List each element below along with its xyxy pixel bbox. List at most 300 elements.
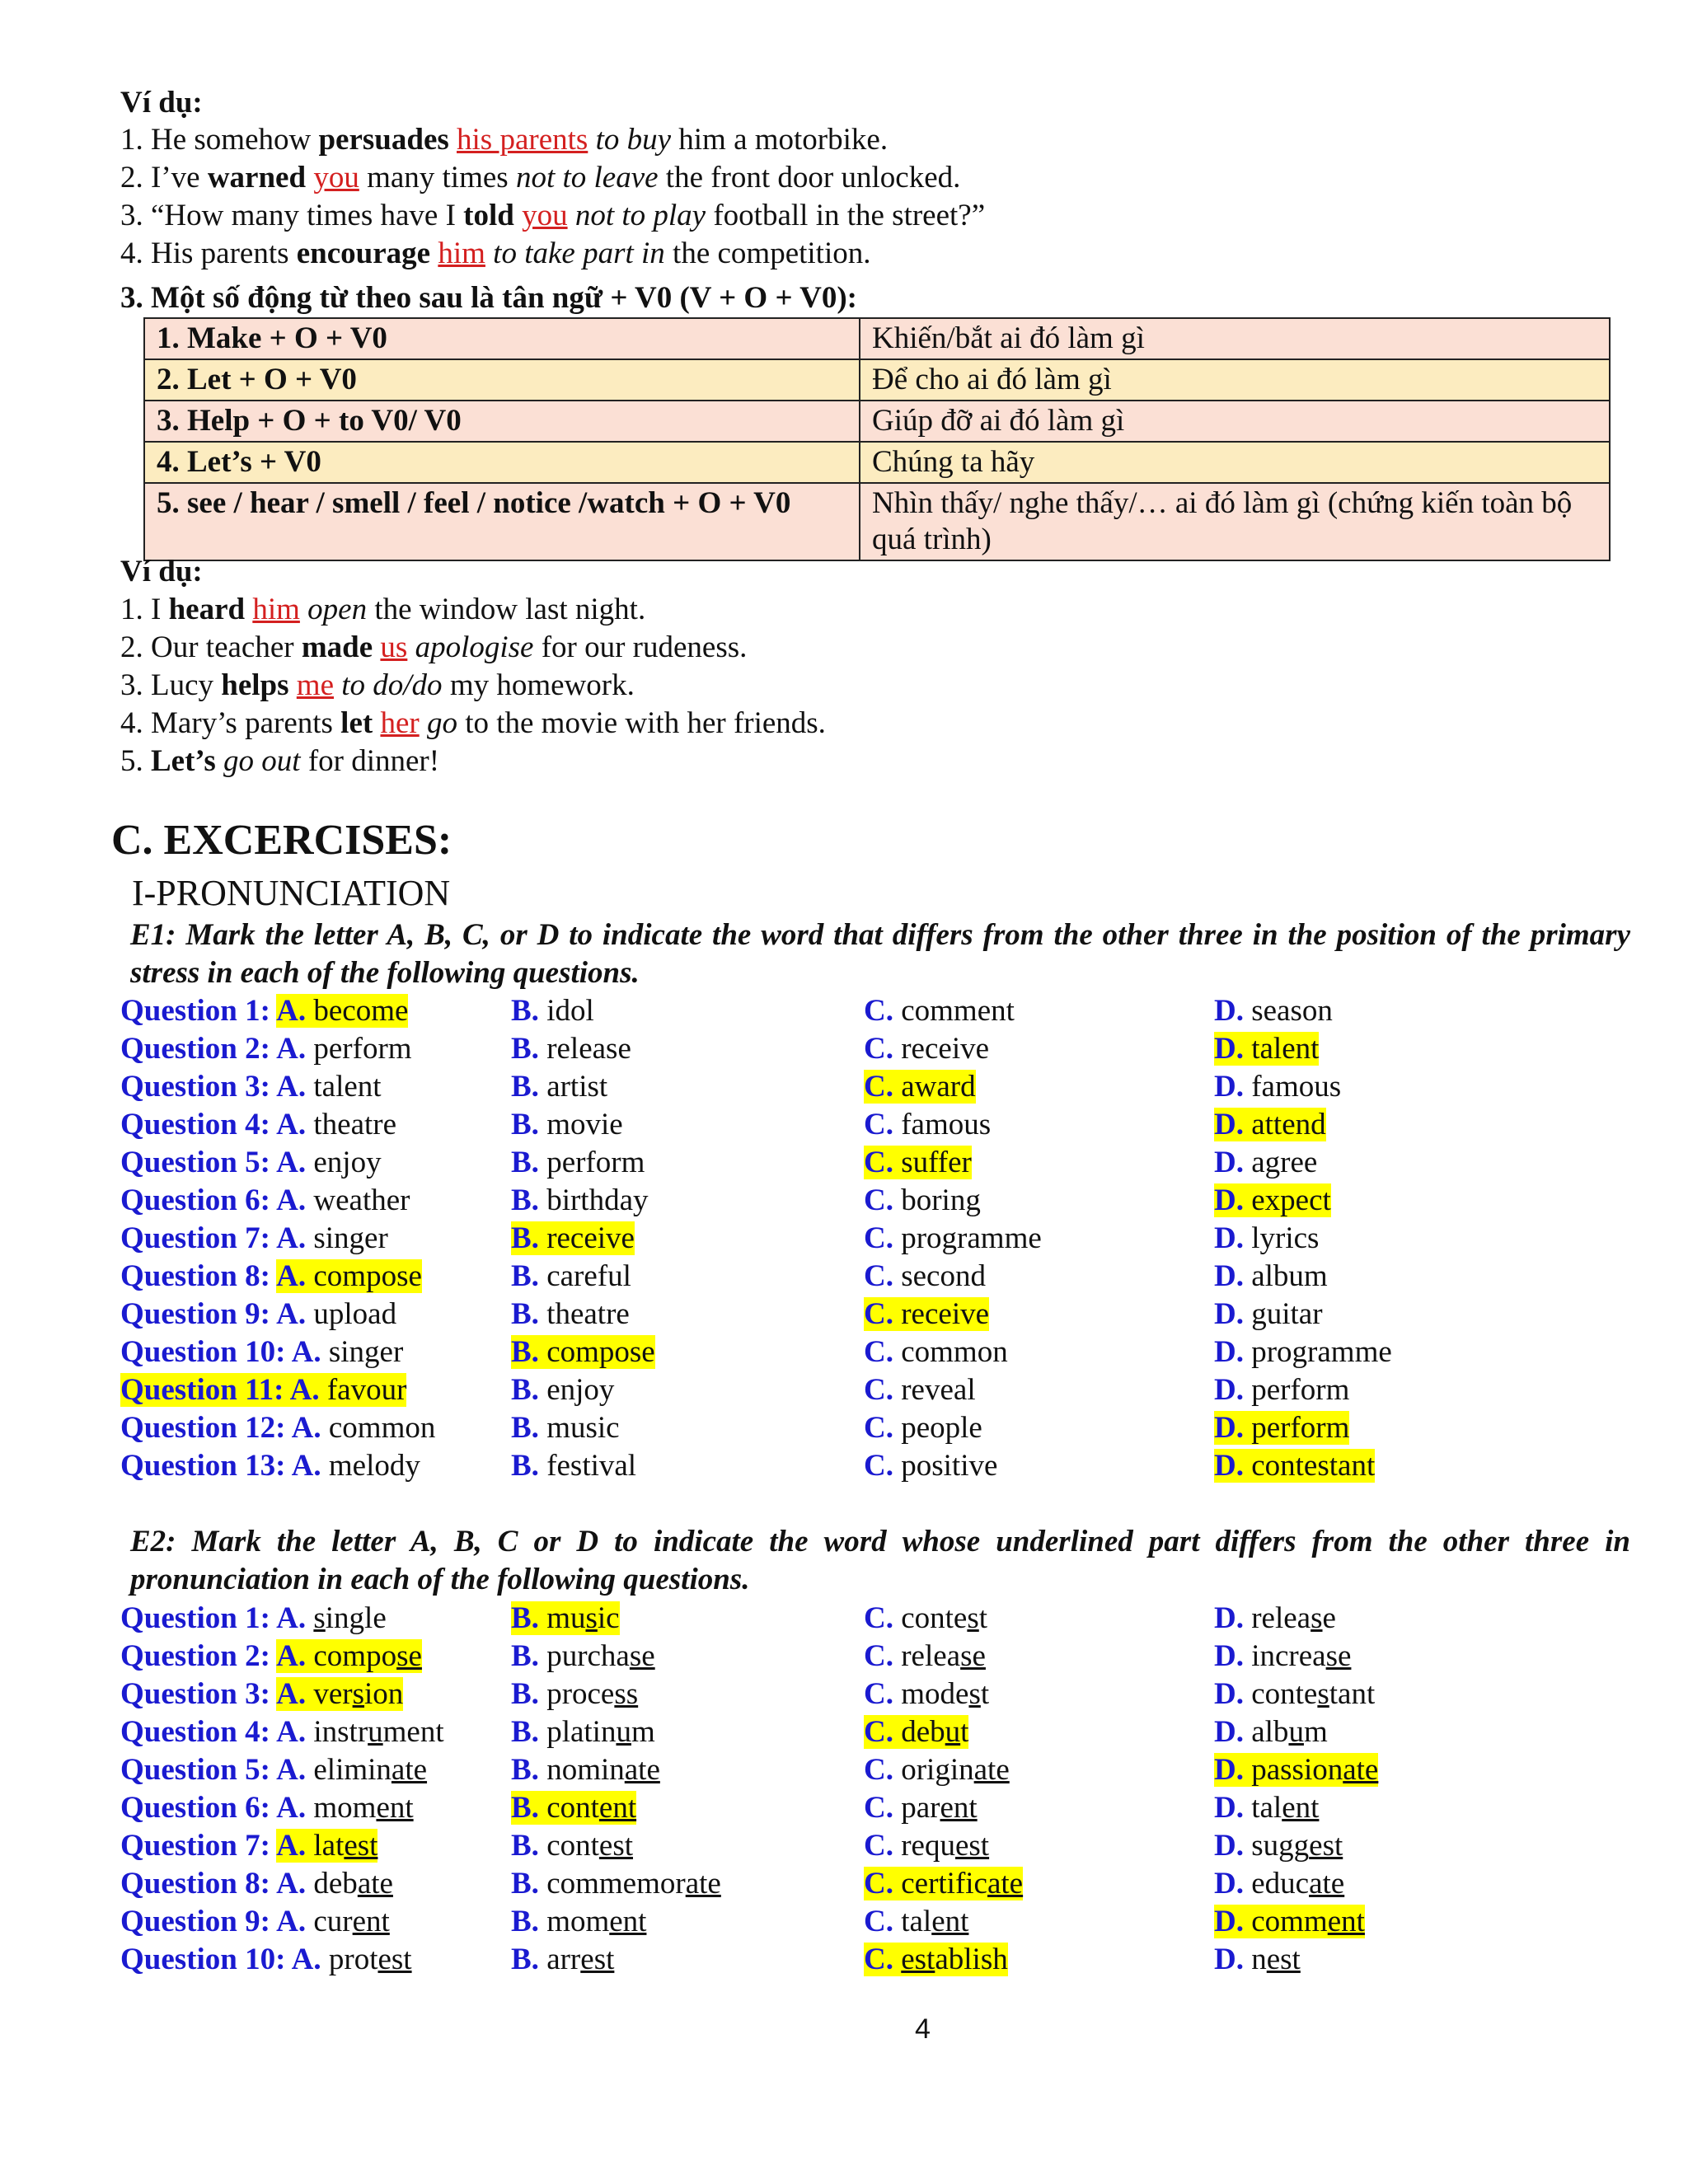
option-a xyxy=(120,1447,420,1485)
option-word: lyrics xyxy=(1251,1221,1320,1255)
option-a xyxy=(120,1903,390,1941)
table-row xyxy=(144,442,1610,483)
underlined-part: ent xyxy=(352,1905,390,1938)
option-b xyxy=(511,1106,623,1144)
underlined-part: est xyxy=(954,1829,990,1863)
option-body xyxy=(511,1146,645,1179)
option-letter: C. xyxy=(864,1905,902,1938)
option-word: famous xyxy=(1251,1070,1342,1104)
word-part: mom xyxy=(546,1905,610,1938)
question-row xyxy=(120,1106,1653,1144)
option-body xyxy=(511,1943,614,1976)
option-letter: B. xyxy=(511,1677,547,1711)
word-part: deb xyxy=(901,1715,945,1749)
question-row xyxy=(120,1296,1653,1333)
word-part: mom xyxy=(313,1791,377,1825)
word-part: ment xyxy=(382,1715,444,1749)
word-part: m xyxy=(1303,1715,1328,1749)
option-body xyxy=(1214,994,1333,1028)
option-letter: A. xyxy=(276,1753,314,1787)
option-body xyxy=(276,1905,390,1938)
option-letter: B. xyxy=(511,1070,547,1104)
option-body xyxy=(511,1070,607,1104)
underlined-part: est xyxy=(580,1943,615,1976)
word-part: cur xyxy=(313,1905,353,1938)
word-part: instr xyxy=(313,1715,368,1749)
option-letter: A. xyxy=(291,1449,329,1483)
word-part: passion xyxy=(1251,1753,1343,1787)
sentence-text xyxy=(245,593,252,626)
question-label: Question 2: xyxy=(120,1639,277,1673)
option-letter: D. xyxy=(1214,1715,1252,1749)
underlined-part: ent xyxy=(1327,1905,1365,1938)
option-d xyxy=(1214,1409,1349,1447)
answer-highlight xyxy=(511,1221,635,1255)
underlined-part: est xyxy=(598,1829,633,1863)
option-word: perform xyxy=(1251,1411,1350,1445)
option-word: singer xyxy=(328,1335,404,1369)
option-letter: D. xyxy=(1214,1221,1252,1255)
option-d xyxy=(1214,1220,1319,1258)
question-row xyxy=(120,1751,1653,1789)
sentence-text xyxy=(300,593,307,626)
option-b xyxy=(511,1030,631,1068)
underlined-part: se xyxy=(396,1639,422,1673)
option-letter: B. xyxy=(511,1829,547,1863)
option-a xyxy=(120,1409,435,1447)
option-body xyxy=(864,1829,989,1863)
option-word: enjoy xyxy=(546,1373,615,1407)
option-letter: D. xyxy=(1214,1867,1252,1900)
option-letter: C. xyxy=(864,1829,902,1863)
option-letter: A. xyxy=(276,1297,314,1331)
sentence-text: 1. I xyxy=(120,593,169,626)
sentence-text: many times xyxy=(359,161,516,194)
underlined-part: ate xyxy=(973,1753,1010,1787)
option-body xyxy=(276,1867,393,1900)
option-d xyxy=(1214,1068,1341,1106)
option-body xyxy=(276,1070,381,1104)
option-b xyxy=(511,1941,614,1979)
option-word: become xyxy=(313,994,409,1028)
word-part: tal xyxy=(901,1905,932,1938)
word-part: ion xyxy=(364,1677,404,1711)
option-a xyxy=(120,1600,387,1638)
answer-highlight xyxy=(1214,1108,1326,1141)
option-c xyxy=(864,1258,986,1296)
answer-highlight xyxy=(511,1335,655,1369)
answer-highlight xyxy=(276,994,408,1028)
option-a xyxy=(120,1789,414,1827)
option-word: programme xyxy=(1251,1335,1392,1369)
option-d xyxy=(1214,1106,1326,1144)
option-d xyxy=(1214,992,1333,1030)
question-row xyxy=(120,1371,1653,1409)
underlined-part: ate xyxy=(357,1867,393,1900)
underlined-part: ate xyxy=(1343,1753,1379,1787)
question-row xyxy=(120,1220,1653,1258)
option-word: theatre xyxy=(546,1297,630,1331)
option-word: theatre xyxy=(313,1108,397,1141)
option-letter: D. xyxy=(1214,1905,1252,1938)
option-letter: A. xyxy=(291,1411,329,1445)
option-body xyxy=(864,1753,1010,1787)
question-row xyxy=(120,1638,1653,1675)
option-word: agree xyxy=(1251,1146,1318,1179)
word-part: proce xyxy=(546,1677,615,1711)
underlined-part: s xyxy=(313,1601,326,1635)
option-body xyxy=(511,1108,623,1141)
option-body xyxy=(511,1373,614,1407)
word-part: t xyxy=(960,1715,969,1749)
word-part: ablish xyxy=(935,1943,1008,1976)
word-part: relea xyxy=(1251,1601,1311,1635)
verb-text: let xyxy=(340,706,373,740)
option-body xyxy=(864,1335,1008,1369)
option-letter: C. xyxy=(864,1373,902,1407)
answer-highlight xyxy=(1214,1183,1331,1217)
option-letter: A. xyxy=(276,1715,314,1749)
option-word: contestant xyxy=(1251,1449,1376,1483)
question-label: Question 6: xyxy=(120,1183,277,1217)
verb-text: warned xyxy=(207,161,307,194)
question-label: Question 9: xyxy=(120,1297,277,1331)
infinitive-text: not to leave xyxy=(515,161,659,194)
option-letter: B. xyxy=(511,1032,547,1066)
meaning-cell: Để cho ai đó làm gì xyxy=(860,359,1610,401)
sentence-text: 5. xyxy=(120,744,151,778)
table-row xyxy=(144,401,1610,442)
option-letter: C. xyxy=(864,1449,902,1483)
question-label: Question 10: xyxy=(120,1943,292,1976)
underlined-part: u xyxy=(945,1715,961,1749)
option-body xyxy=(864,994,1015,1028)
example-1-line xyxy=(120,122,888,158)
option-c xyxy=(864,1600,987,1638)
option-letter: D. xyxy=(1214,1335,1252,1369)
section-3-heading: 3. Một số động từ theo sau là tân ngữ + V0 (V + O + V0): xyxy=(120,281,857,315)
option-letter: C. xyxy=(864,1639,902,1673)
word-part: elimin xyxy=(313,1753,392,1787)
option-d xyxy=(1214,1789,1319,1827)
underlined-part: ate xyxy=(624,1753,660,1787)
question-row xyxy=(120,1182,1653,1220)
option-d xyxy=(1214,1144,1317,1182)
word-part: alb xyxy=(1251,1715,1289,1749)
option-letter: A. xyxy=(276,1032,314,1066)
answer-highlight xyxy=(864,1146,972,1179)
question-row xyxy=(120,1713,1653,1751)
option-body xyxy=(511,994,594,1028)
option-letter: C. xyxy=(864,1867,902,1900)
option-word: receive xyxy=(546,1221,635,1255)
option-letter: B. xyxy=(511,1411,547,1445)
option-word: festival xyxy=(546,1449,637,1483)
option-word: expect xyxy=(1251,1183,1331,1217)
word-part: m xyxy=(631,1715,655,1749)
word-part: prot xyxy=(328,1943,378,1976)
underlined-part: se xyxy=(960,1639,986,1673)
option-body xyxy=(511,1677,638,1711)
option-body xyxy=(1214,1715,1328,1749)
question-label: Question 12: xyxy=(120,1411,292,1445)
option-c xyxy=(864,1182,981,1220)
word-part: commemor xyxy=(546,1867,686,1900)
option-word: birthday xyxy=(546,1183,649,1217)
answer-highlight xyxy=(1214,1905,1365,1938)
option-body xyxy=(1214,1639,1351,1673)
option-letter: A. xyxy=(276,1905,314,1938)
example-1-line xyxy=(120,198,985,234)
underlined-part: est xyxy=(901,1943,935,1976)
option-a xyxy=(120,1941,412,1979)
answer-highlight xyxy=(864,1867,1023,1900)
answer-highlight xyxy=(1214,1753,1378,1787)
option-letter: D. xyxy=(1214,1601,1252,1635)
option-letter: C. xyxy=(864,1183,902,1217)
option-b xyxy=(511,1409,620,1447)
pattern-cell: 1. Make + O + V0 xyxy=(144,318,860,359)
option-body xyxy=(511,1297,630,1331)
option-word: programme xyxy=(901,1221,1042,1255)
option-word: boring xyxy=(901,1183,981,1217)
word-part: relea xyxy=(901,1639,961,1673)
sentence-text: my homework. xyxy=(442,668,635,702)
underlined-part: ent xyxy=(376,1791,414,1825)
option-body xyxy=(864,1791,978,1825)
sentence-text xyxy=(216,744,223,778)
option-c xyxy=(864,1827,989,1865)
option-letter: B. xyxy=(511,1108,547,1141)
infinitive-text: to buy xyxy=(595,123,672,157)
question-row xyxy=(120,1600,1653,1638)
option-letter: D. xyxy=(1214,1639,1252,1673)
option-letter: A. xyxy=(276,1070,314,1104)
option-word: favour xyxy=(326,1373,407,1407)
option-body xyxy=(511,1449,636,1483)
option-word: compose xyxy=(546,1335,655,1369)
question-row xyxy=(120,1068,1653,1106)
question-row xyxy=(120,1903,1653,1941)
option-c xyxy=(864,1903,968,1941)
option-word: people xyxy=(901,1411,982,1445)
sentence-text: the front door unlocked. xyxy=(658,161,961,194)
option-b xyxy=(511,1447,636,1485)
option-c xyxy=(864,1409,982,1447)
word-part: arr xyxy=(546,1943,581,1976)
option-word: enjoy xyxy=(313,1146,382,1179)
underlined-part: s xyxy=(967,1601,979,1635)
option-word: album xyxy=(1251,1259,1328,1293)
verb-text: persuades xyxy=(318,123,449,157)
answer-highlight xyxy=(864,1943,1008,1976)
option-letter: B. xyxy=(511,1791,547,1825)
option-word: perform xyxy=(313,1032,412,1066)
option-a xyxy=(120,1713,444,1751)
option-body xyxy=(864,1259,986,1293)
word-part: ic xyxy=(597,1601,620,1635)
option-letter: B. xyxy=(511,1867,547,1900)
object-text: me xyxy=(296,668,334,702)
verb-text: encourage xyxy=(296,237,431,270)
word-part: requ xyxy=(901,1829,955,1863)
question-row xyxy=(120,1030,1653,1068)
underlined-part: ent xyxy=(1282,1791,1320,1825)
infinitive-text: to take part in xyxy=(493,237,665,270)
option-word: season xyxy=(1251,994,1333,1028)
option-body xyxy=(276,1108,396,1141)
option-word: perform xyxy=(1251,1373,1350,1407)
sentence-text: for our rudeness. xyxy=(533,630,748,664)
word-part: lat xyxy=(313,1829,345,1863)
option-c xyxy=(864,1068,976,1106)
underlined-part: s xyxy=(1311,1601,1323,1635)
option-word: attend xyxy=(1251,1108,1326,1141)
answer-highlight xyxy=(276,1259,422,1293)
option-b xyxy=(511,1827,633,1865)
option-body xyxy=(864,1677,989,1711)
infinitive-text: apologise xyxy=(415,630,534,664)
object-text: us xyxy=(380,630,408,664)
object-text: you xyxy=(522,199,568,232)
option-letter: C. xyxy=(864,1259,902,1293)
question-label: Question 2: xyxy=(120,1032,277,1066)
option-d xyxy=(1214,1675,1375,1713)
option-body xyxy=(292,1411,436,1445)
option-letter: D. xyxy=(1214,994,1252,1028)
option-body xyxy=(1214,1373,1349,1407)
question-label: Question 9: xyxy=(120,1905,277,1938)
option-body xyxy=(511,1715,655,1749)
question-label: Question 7: xyxy=(120,1221,277,1255)
option-b xyxy=(511,1182,649,1220)
underlined-part: est xyxy=(1309,1829,1343,1863)
question-row xyxy=(120,1675,1653,1713)
option-a xyxy=(120,1827,377,1865)
option-letter: C. xyxy=(864,1715,902,1749)
word-part: increa xyxy=(1251,1639,1326,1673)
option-letter: A. xyxy=(291,1335,329,1369)
option-body xyxy=(276,1183,410,1217)
option-c xyxy=(864,1675,989,1713)
option-d xyxy=(1214,1600,1336,1638)
pattern-cell: 3. Help + O + to V0/ V0 xyxy=(144,401,860,442)
option-d xyxy=(1214,1751,1378,1789)
option-letter: A. xyxy=(276,1183,314,1217)
option-letter: D. xyxy=(1214,1677,1252,1711)
answer-highlight xyxy=(276,1677,403,1711)
meaning-cell: Chúng ta hãy xyxy=(860,442,1610,483)
underlined-part: u xyxy=(1288,1715,1304,1749)
answer-highlight xyxy=(1214,1411,1349,1445)
word-part: sugg xyxy=(1251,1829,1310,1863)
underlined-part: est xyxy=(1266,1943,1301,1976)
infinitive-text: to do/do xyxy=(341,668,443,702)
option-a xyxy=(120,1333,403,1371)
sentence-text xyxy=(430,237,438,270)
option-body xyxy=(864,1108,991,1141)
option-a xyxy=(120,1675,403,1713)
option-a xyxy=(120,1751,427,1789)
option-b xyxy=(511,1144,645,1182)
underlined-part: se xyxy=(629,1639,655,1673)
option-letter: A. xyxy=(276,1677,314,1711)
option-body xyxy=(511,1411,620,1445)
option-letter: D. xyxy=(1214,1108,1252,1141)
verb-text: made xyxy=(301,630,373,664)
underlined-part: ate xyxy=(1309,1867,1345,1900)
option-body xyxy=(511,1905,646,1938)
underlined-part: est xyxy=(344,1829,378,1863)
option-letter: C. xyxy=(864,1601,902,1635)
option-letter: D. xyxy=(1214,1411,1252,1445)
e1-instruction: E1: Mark the letter A, B, C, or D to indicate the word that differs from the other three in the position of the primary stress in each of the following questions. xyxy=(130,918,1630,990)
question-label: Question 10: xyxy=(120,1335,292,1369)
pattern-cell: 5. see / hear / smell / feel / notice /watch + O + V0 xyxy=(144,483,860,560)
option-word: famous xyxy=(901,1108,992,1141)
underlined-part: s xyxy=(1317,1677,1329,1711)
option-c xyxy=(864,1789,978,1827)
option-letter: A. xyxy=(276,1639,314,1673)
word-part: t xyxy=(978,1601,988,1635)
option-c xyxy=(864,1713,968,1751)
option-word: comment xyxy=(901,994,1015,1028)
option-body xyxy=(511,1753,660,1787)
option-d xyxy=(1214,1030,1319,1068)
sentence-text: football in the street?” xyxy=(706,199,986,232)
option-body xyxy=(1214,1791,1319,1825)
sentence-text: to the movie with her friends. xyxy=(457,706,826,740)
table-row xyxy=(144,483,1610,560)
object-text: him xyxy=(438,237,485,270)
option-letter: A. xyxy=(276,1601,314,1635)
option-letter: A. xyxy=(276,1259,314,1293)
option-letter: B. xyxy=(511,1146,547,1179)
question-label: Question 7: xyxy=(120,1829,277,1863)
option-body xyxy=(511,1867,721,1900)
option-a xyxy=(120,1068,382,1106)
table-row xyxy=(144,359,1610,401)
object-text: his parents xyxy=(457,123,588,157)
option-letter: C. xyxy=(864,1943,902,1976)
pattern-cell: 2. Let + O + V0 xyxy=(144,359,860,401)
sentence-text xyxy=(420,706,427,740)
option-d xyxy=(1214,1333,1392,1371)
option-letter: B. xyxy=(511,1335,547,1369)
option-letter: D. xyxy=(1214,1297,1252,1331)
option-b xyxy=(511,1675,638,1713)
option-body xyxy=(864,1032,989,1066)
option-body xyxy=(276,1032,411,1066)
underlined-part: ent xyxy=(598,1791,637,1825)
option-letter: C. xyxy=(864,1791,902,1825)
sentence-text: him a motorbike. xyxy=(671,123,889,157)
underlined-part: s xyxy=(352,1677,365,1711)
option-d xyxy=(1214,1865,1344,1903)
option-body xyxy=(1214,1867,1344,1900)
underlined-part: ent xyxy=(940,1791,978,1825)
option-body xyxy=(292,1335,404,1369)
option-body xyxy=(511,1829,633,1863)
option-letter: B. xyxy=(511,1715,547,1749)
option-word: receive xyxy=(901,1032,990,1066)
option-word: common xyxy=(328,1411,436,1445)
option-word: singer xyxy=(313,1221,388,1255)
example-2-line xyxy=(120,668,635,704)
option-body xyxy=(1214,1070,1341,1104)
option-body xyxy=(276,1715,444,1749)
option-body xyxy=(864,1221,1042,1255)
